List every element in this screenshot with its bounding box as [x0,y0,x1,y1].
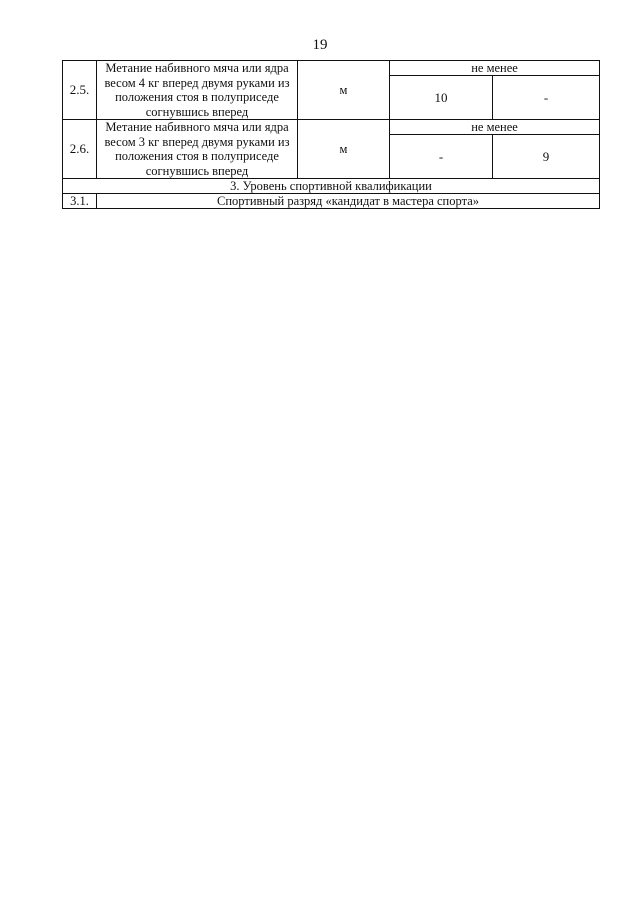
value-cell: 9 [493,135,600,179]
table-row-2-5 [63,61,600,76]
criterion-header: не менее [390,61,600,76]
section-title: 3. Уровень спортивной квалификации [63,179,600,194]
value-cell: - [493,76,600,120]
exercise-description: Метание набивного мяча или ядра весом 3 кг вперед двумя руками из положения стоя в полуприседе согнувшись вперед [97,120,298,179]
exercise-description: Метание набивного мяча или ядра весом 4 кг вперед двумя руками из положения стоя в полуприседе согнувшись вперед [97,61,298,120]
qualification-description: Спортивный разряд «кандидат в мастера спорта» [97,194,600,209]
criterion-header: не менее [390,120,600,135]
norms-table [62,60,600,209]
row-number: 3.1. [63,194,97,209]
page-number: 19 [312,37,328,53]
table-row-3-1 [63,194,600,209]
unit-cell: м [298,61,390,120]
table-row-2-6 [63,120,600,135]
value-cell: 10 [390,76,493,120]
row-number: 2.5. [63,61,97,120]
row-number: 2.6. [63,120,97,179]
section-header-row [63,179,600,194]
value-cell: - [390,135,493,179]
unit-cell: м [298,120,390,179]
